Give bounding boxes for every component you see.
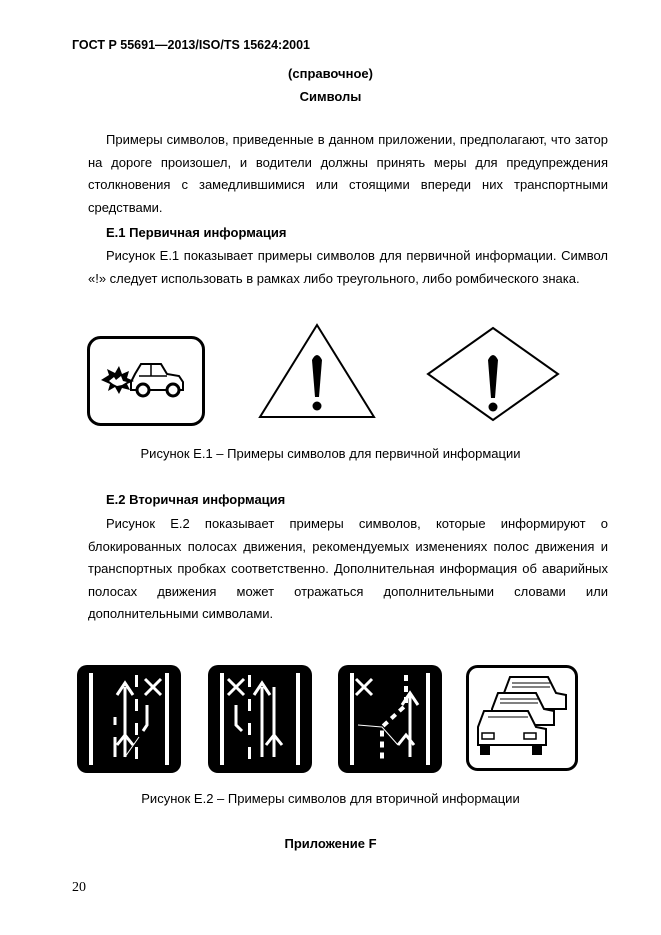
collision-symbol xyxy=(87,336,205,426)
intro-paragraph: Примеры символов, приведенные в данном приложении, предполагают, что затор на дороге произошел, и водители должны принять меры для предупреждения столкновения с замедлившимися или стоящими впереди них транспортными средствами. xyxy=(88,132,608,215)
section-e2-heading: E.2 Вторичная информация xyxy=(106,492,286,507)
section-e1-heading: E.1 Первичная информация xyxy=(106,225,287,240)
figure-e1-caption: Рисунок E.1 – Примеры символов для первичной информации xyxy=(140,446,521,461)
triangle-exclamation-sign xyxy=(257,322,377,420)
lane-closed-left-symbol xyxy=(208,665,312,773)
diamond-exclamation-sign xyxy=(426,326,560,422)
appendix-title: Символы xyxy=(299,89,362,104)
next-appendix-title: Приложение F xyxy=(284,836,377,851)
lane-shift-symbol xyxy=(338,665,442,773)
lane-closed-right-symbol xyxy=(77,665,181,773)
page-number: 20 xyxy=(72,880,86,895)
section-e2-paragraph: Рисунок E.2 показывает примеры символов, которые информируют о блокированных полосах движения, рекомендуемых изменениях полос движения и транспортных пробках соответственно. Дополнительная информация об аварийных полосах движения может отражаться дополнительными словами или дополнительными символами. xyxy=(88,516,608,621)
section-e1-paragraph: Рисунок E.1 показывает примеры символов для первичной информации. Символ «!» следует использовать в рамках либо треугольного, либо ромбического знака. xyxy=(88,248,608,286)
document-header: ГОСТ Р 55691—2013/ISO/TS 15624:2001 xyxy=(72,38,311,52)
appendix-note: (справочное) xyxy=(288,66,373,81)
traffic-jam-symbol xyxy=(466,665,578,771)
figure-e2-caption: Рисунок E.2 – Примеры символов для вторичной информации xyxy=(141,791,520,806)
